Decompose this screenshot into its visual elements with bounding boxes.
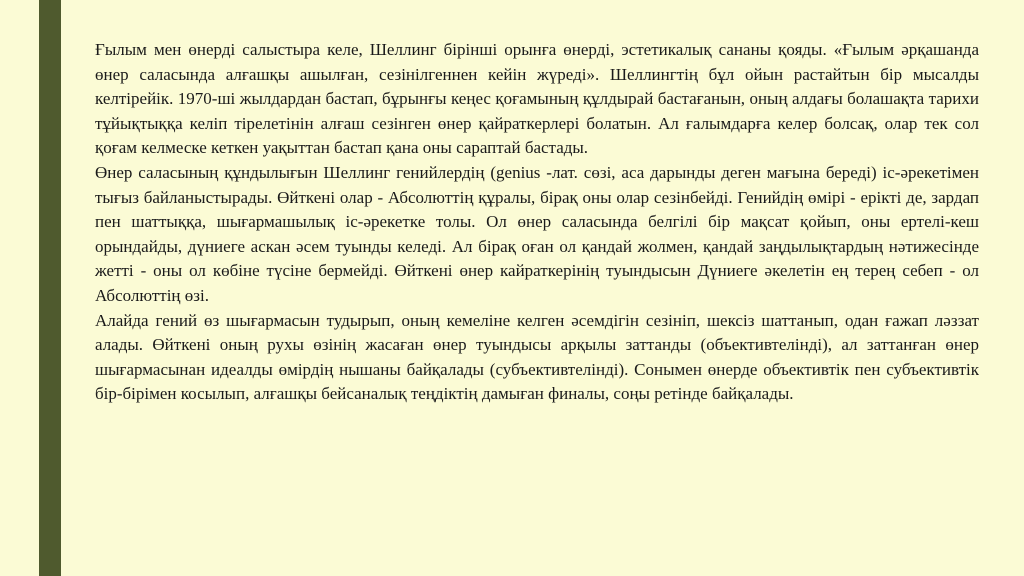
paragraph-science-vs-art: Ғылым мен өнерді салыстыра келе, Шеллинг бірінші орынға өнерді, эстетикалық сананы қояды. «Ғылым әрқашанда өнер саласында алғашқы ашылған, сезінілгеннен кейін жүреді». Шеллингтің бұл ойын растайтын бір мысалды келтірейік. 1970-ші жылдардан бастап, бұрынғы кеңес қоғамының құлдырай бастағанын, оның алдағы болашақта тарихи тұйықтыққа келіп тірелетінін алғаш сезінген өнер қайраткерлері болатын. Ал ғалымдарға келер болсақ, олар тек сол қоғам келмеске кеткен уақыттан бастап қана оны сараптай бастады. <box>95 40 979 158</box>
left-accent-bar <box>39 0 61 576</box>
paragraph-genius-value: Өнер саласының құндылығын Шеллинг генийлердің (genius -лат. сөзі, аса дарынды деген мағына береді) іс-әрекетімен тығыз байланыстырады. Өйткені олар - Абсолюттің құралы, бірақ оны олар сезінбейді. Генийдің өмірі - ерікті де, зардап пен шаттыққа, шығармашылық іс-әрекетке толы. Ол өнер саласында белгілі бір мақсат қойып, оны ертелі-кеш орындайды, дүниеге аскан әсем туынды келеді. Ал бірақ оған ол қандай жолмен, қандай заңдылықтардың нәтижесінде жетті - оны ол көбіне түсіне бермейді. Өйткені өнер кайраткерінің туындысын Дүниеге әкелетін ең терең себеп - ол Абсолюттің өзі. <box>95 162 979 305</box>
paragraph-genius-creation: Алайда гений өз шығармасын тудырып, оның кемеліне келген әсемдігін сезініп, шексіз шаттанып, одан ғажап ләззат алады. Өйткені оның рухы өзінің жасаған өнер туындысы арқылы заттанды (объективтелінді), ал заттанған өнер шығармасынан идеалды өмірдің нышаны байқалады (субъективтелінді). Сонымен өнерде объективтік пен субъективтік бір-бірімен косылып, алғашқы бейсаналық теңдіктің дамыған финалы, соңы ретінде байқалады. <box>95 310 979 404</box>
slide-text-body <box>95 38 979 407</box>
